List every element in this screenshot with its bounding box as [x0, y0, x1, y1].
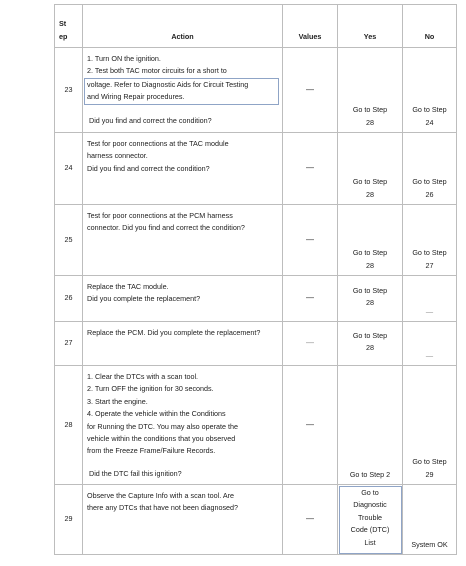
action-cell: Replace the PCM. Did you complete the replacement? [83, 322, 283, 366]
yes-cell: Go to Step 28 [338, 205, 403, 276]
no-cell: System OK [403, 485, 457, 555]
header-action: Action [83, 5, 283, 48]
values-cell: — [283, 133, 338, 205]
yes-cell: Go to Step 28 [338, 133, 403, 205]
values-cell: — [283, 276, 338, 322]
step-number: 24 [55, 133, 83, 205]
step-number: 23 [55, 48, 83, 133]
no-cell: Go to Step 26 [403, 133, 457, 205]
action-cell: Test for poor connections at the TAC module harness connector. Did you find and correct the condition? [83, 133, 283, 205]
yes-cell: Go to Step 28 [338, 276, 403, 322]
action-cell: 1. Turn ON the ignition. 2. Test both TAC motor circuits for a short to voltage. Refer to Diagnostic Aids for Circuit Testing and Wiring Repair procedures. Did you find and correct the condition? [83, 48, 283, 133]
values-cell: — [283, 322, 338, 366]
yes-cell: Go to Step 2 [338, 366, 403, 485]
yes-cell: Go to Step 28 [338, 322, 403, 366]
values-cell: — [283, 485, 338, 555]
step-number: 29 [55, 485, 83, 555]
no-cell: Go to Step 27 [403, 205, 457, 276]
no-cell: — [403, 276, 457, 322]
table-row [55, 485, 457, 555]
header-yes: Yes [338, 5, 403, 48]
step-number: 26 [55, 276, 83, 322]
yes-cell: Go to Step 28 [338, 48, 403, 133]
header-row [55, 5, 457, 48]
table-row [55, 48, 457, 133]
step-number: 25 [55, 205, 83, 276]
header-no: No [403, 5, 457, 48]
step-number: 28 [55, 366, 83, 485]
table-row [55, 366, 457, 485]
header-values: Values [283, 5, 338, 48]
values-cell: — [283, 366, 338, 485]
no-cell: Go to Step 24 [403, 48, 457, 133]
yes-cell: Go to Diagnostic Trouble Code (DTC) List [338, 485, 403, 555]
highlighted-text: voltage. Refer to Diagnostic Aids for Circuit Testing and Wiring Repair procedures. [84, 78, 279, 105]
table-row [55, 276, 457, 322]
step-number: 27 [55, 322, 83, 366]
header-step: St ep [55, 5, 83, 48]
action-cell: Observe the Capture Info with a scan tool. Are there any DTCs that have not been diagnosed? [83, 485, 283, 555]
no-cell: Go to Step 29 [403, 366, 457, 485]
action-cell: 1. Clear the DTCs with a scan tool. 2. Turn OFF the ignition for 30 seconds. 3. Start the engine. 4. Operate the vehicle within the Conditions for Running the DTC. You may also operate the vehicle within the conditions that you observed from the Freeze Frame/Failure Records. Did the DTC fail this ignition? [83, 366, 283, 485]
table-row [55, 133, 457, 205]
action-cell: Test for poor connections at the PCM harness connector. Did you find and correct the condition? [83, 205, 283, 276]
values-cell: — [283, 48, 338, 133]
values-cell: — [283, 205, 338, 276]
action-cell: Replace the TAC module. Did you complete the replacement? [83, 276, 283, 322]
table-row [55, 205, 457, 276]
no-cell: — [403, 322, 457, 366]
diagnostic-table [54, 4, 457, 555]
table-row [55, 322, 457, 366]
